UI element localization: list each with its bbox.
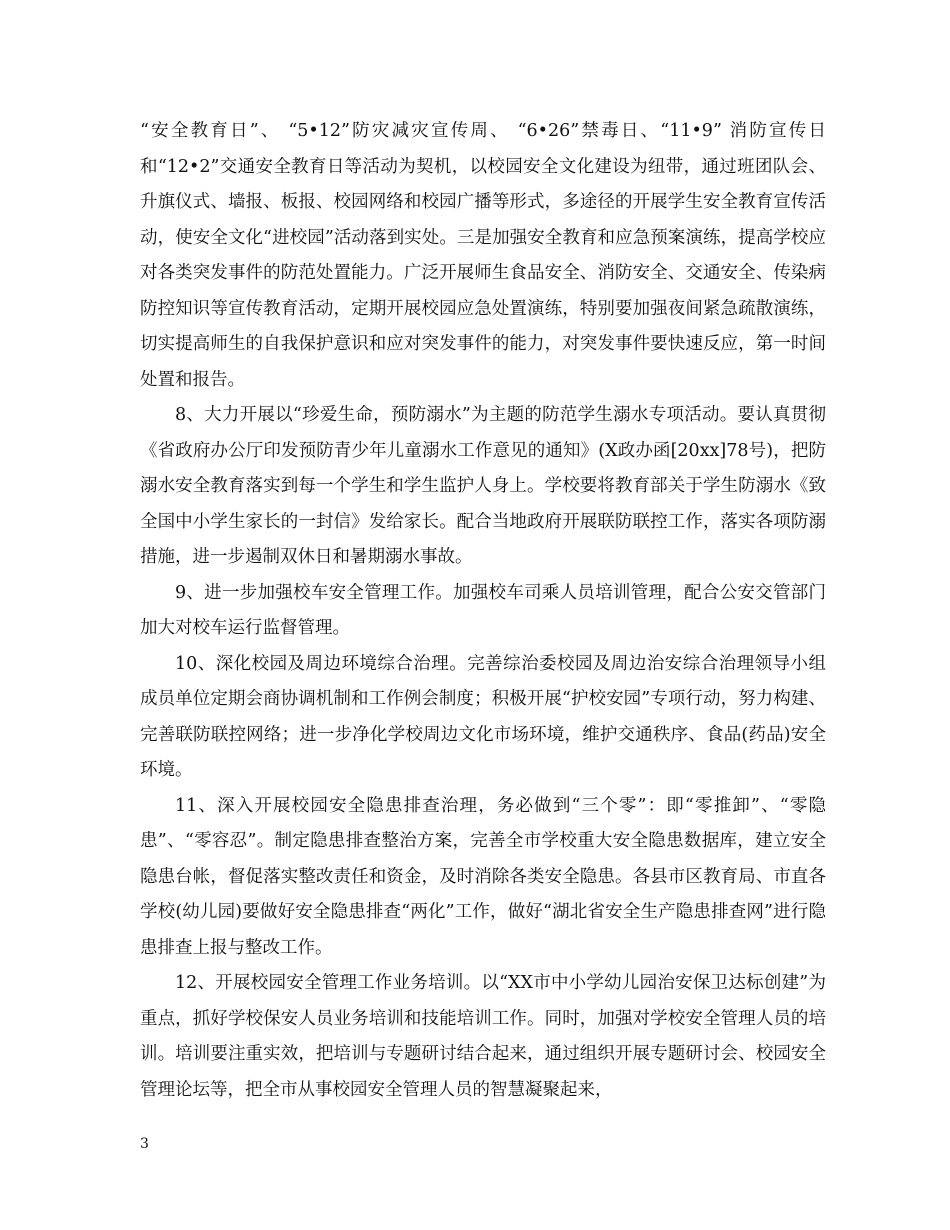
paragraph-item-10: 10、深化校园及周边环境综合治理。完善综治委校园及周边治安综合治理领导小组成员单位定期会商协调机制和工作例会制度；积极开展“护校安园”专项行动，努力构建、完善联防联控网络；进一步净化学校周边文化市场环境，维护交通秩序、食品(药品)安全环境。 — [140, 653, 826, 780]
paragraph-item-9: 9、进一步加强校车安全管理工作。加强校车司乘人员培训管理，配合公安交管部门加大对校车运行监督管理。 — [140, 582, 826, 638]
page-number: 3 — [140, 1136, 149, 1152]
paragraph-item-11: 11、深入开展校园安全隐患排查治理，务必做到“三个零”：即“零推卸”、“零隐患”、“零容忍”。制定隐患排查整治方案，完善全市学校重大安全隐患数据库，建立安全隐患台帐，督促落实整改责任和资金，及时消除各类安全隐患。各县市区教育局、市直各学校(幼儿园)要做好安全隐患排查“两化”工作，做好“湖北省安全生产隐患排查网”进行隐患排查上报与整改工作。 — [140, 795, 826, 958]
body-text — [140, 114, 826, 1108]
paragraph-item-8: 8、大力开展以“珍爱生命，预防溺水”为主题的防范学生溺水专项活动。要认真贯彻《省政府办公厅印发预防青少年儿童溺水工作意见的通知》(X政办函[20xx]78号)，把防溺水安全教育落实到每一个学生和学生监护人身上。学校要将教育部关于学生防溺水《致全国中小学生家长的一封信》发给家长。配合当地政府开展联防联控工作，落实各项防溺措施，进一步遏制双休日和暑期溺水事故。 — [140, 405, 826, 567]
paragraph-continuation: “安全教育日”、 “5•12”防灾减灾宣传周、 “6•26”禁毒日、“11•9” 消防宣传日和“12•2”交通安全教育日等活动为契机，以校园安全文化建设为纽带，通过班团队会、升旗仪式、墙报、板报、校园网络和校园广播等形式，多途径的开展学生安全教育宣传活动，使安全文化“进校园”活动落到实处。三是加强安全教育和应急预案演练，提高学校应对各类突发事件的防范处置能力。广泛开展师生食品安全、消防安全、交通安全、传染病防控知识等宣传教育活动，定期开展校园应急处置演练，特别要加强夜间紧急疏散演练，切实提高师生的自我保护意识和应对突发事件的能力，对突发事件要快速反应，第一时间处置和报告。 — [140, 121, 826, 390]
paragraph-item-12: 12、开展校园安全管理工作业务培训。以“XX市中小学幼儿园治安保卫达标创建”为重点，抓好学校保安人员业务培训和技能培训工作。同时，加强对学校安全管理人员的培训。培训要注重实效，把培训与专题研讨结合起来，通过组织开展专题研讨会、校园安全管理论坛等，把全市从事校园安全管理人员的智慧凝聚起来， — [140, 973, 826, 1100]
